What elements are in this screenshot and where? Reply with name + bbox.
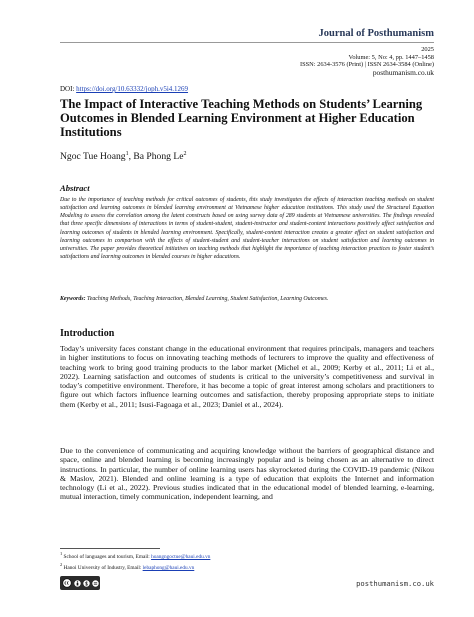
footnotes: [60, 550, 210, 572]
doi-link[interactable]: https://doi.org/10.63332/joph.v5i4.1269: [76, 85, 189, 93]
footnote-2: [60, 561, 210, 572]
publication-year: 2025: [421, 46, 434, 53]
footnote-divider: [60, 548, 160, 549]
author-name: Ba Phong Le: [133, 151, 184, 163]
author-email-link[interactable]: lebaphong@haui.edu.vn: [142, 564, 195, 571]
journal-header: [318, 28, 434, 39]
nc-dollar-icon: [83, 580, 90, 587]
footnote-text: Hanoi University of Industry, Email:: [62, 564, 143, 571]
author-affiliation-mark: 2: [183, 151, 187, 157]
nd-equals-icon: [92, 580, 99, 587]
footnote-mark: 2: [60, 561, 63, 567]
journal-meta: [300, 46, 434, 76]
author-separator: ,: [128, 151, 134, 163]
body-paragraph: Today’s university faces constant change in the educational environment that requires principals, managers and teachers in higher institutions to focus on innovating teaching methods of lecturers to improve the quality and effectiveness of teaching work to bring good training products to the labor market (Michel et al., 2009; Kerby et al., 2011; Li et al., 2022). Learning satisfaction and outcomes of students is critical to the university’s competitiveness and survival in today’s competitive environment. Therefore, it has become a topic of great interest among scholars and practitioners to figure out which factors influence learning outcomes and satisfaction, thereby proposing appropriate steps to initiate them (Kerby et al., 2011; Isusi-Fagoaga et al., 2023; Daniel et al., 2024).: [60, 344, 434, 409]
journal-name: Journal of Posthumanism: [318, 28, 434, 39]
journal-website: posthumanism.co.uk: [372, 67, 434, 77]
author-name: Ngoc Tue Hoang: [60, 151, 126, 163]
issn-info: ISSN: 2634-3576 (Print) | ISSN 2634-3584 (Online): [299, 61, 434, 69]
footnote-mark: 1: [60, 551, 63, 556]
abstract-heading: Abstract: [60, 183, 90, 193]
footnote-text: School of languages and tourism, Email:: [62, 553, 152, 560]
doi-line: [60, 85, 188, 93]
cc-by-nc-nd-icon: [60, 576, 100, 590]
volume-info: Volume: 5, No: 4, pp. 1447–1458: [348, 53, 434, 61]
keywords-line: [60, 296, 434, 302]
by-person-icon: [74, 580, 81, 587]
body-paragraph: Due to the convenience of communicating and acquiring knowledge without the barriers of geographical distance and space, online and blended learning is becoming increasingly popular and is being chosen as an alternative to direct instructions. In particular, the number of online learning users has skyrocketed during the COVID-19 pandemic (Nikou & Maslov, 2021). Blended and online learning is a type of education that exploits the Internet and information technology (Li et al., 2022). Previous studies indicated that in the educational model of blended learning, e-learning, mutual interaction, timely communication, independent learning, and: [60, 446, 434, 502]
keywords-text: Teaching Methods, Teaching Interaction, Blended Learning, Student Satisfaction, Learning Outcomes.: [85, 296, 329, 302]
footnote-1: [60, 550, 210, 561]
author-affiliation-mark: 1: [125, 151, 129, 157]
section-heading-introduction: Introduction: [60, 328, 115, 339]
abstract-text: Due to the importance of teaching methods for critical outcomes of students, this study investigates the effects of interaction teaching methods on student satisfaction and learning outcomes in blended learning environment at Vietnamese higher education institutions. This study used the Structural Equation Modeling to assess the correlation among the latent constructs based on using survey data of 289 students at Vietnamese universities. The findings revealed that three specific dimensions of interactions in terms of student-student, student-instructor and student-content interactions positively affect satisfaction and learning outcomes of students in blended learning environment. Specifically, student-content interaction creates a greater effect on student satisfaction and learning outcomes in comparison with the effects of student-student and student-teacher interactions on student satisfaction and learning outcomes in universities. The paper provides theoretical initiatives on teaching methods that highlight the importance of teaching interaction practices to foster student’s satisfactions and learning outcomes in blended courses in higher educations.: [60, 197, 434, 261]
author-list: [60, 151, 186, 162]
author-email-link[interactable]: hoangngoctue@haui.edu.vn: [151, 553, 211, 560]
article-title: The Impact of Interactive Teaching Methods on Students’ Learning Outcomes in Blended Learning Environment at Higher Education Institutions: [60, 97, 423, 139]
keywords-label: Keywords:: [60, 296, 86, 302]
header-divider: [60, 42, 434, 43]
cc-circle-icon: [62, 578, 72, 588]
doi-label: DOI:: [60, 85, 77, 93]
footer-website: posthumanism.co.uk: [356, 579, 434, 588]
